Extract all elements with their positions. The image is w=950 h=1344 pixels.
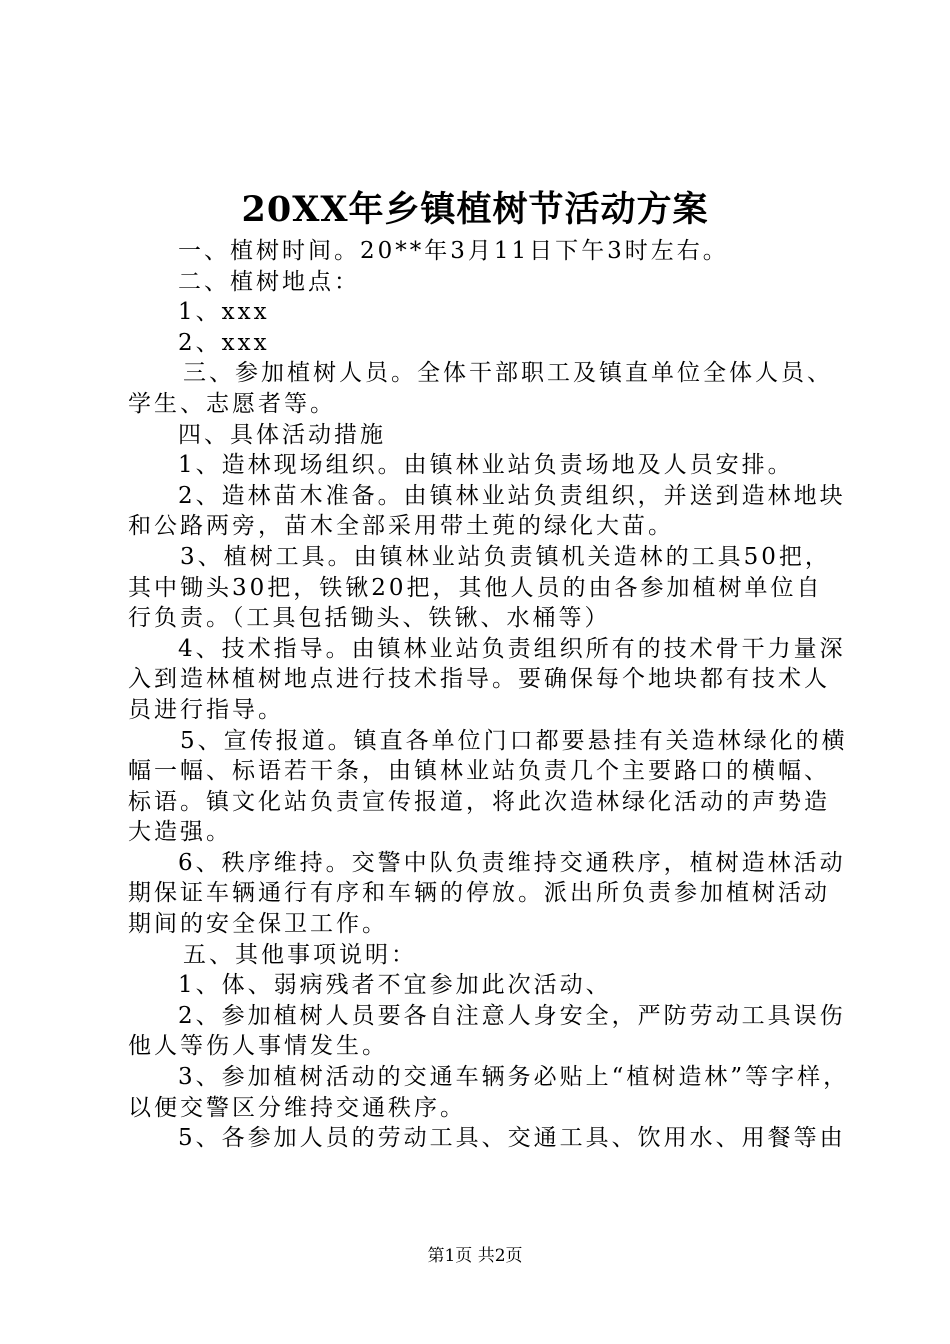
paragraph-line: 1、造林现场组织。由镇林业站负责场地及人员安排。 [178, 452, 794, 479]
paragraph-line: 其中锄头30把，铁锹20把，其他人员的由各参加植树单位自 [128, 574, 823, 601]
paragraph-line: 学生、志愿者等。 [128, 390, 336, 417]
paragraph-line: 5、宣传报道。镇直各单位门口都要悬挂有关造林绿化的横 [180, 727, 848, 754]
paragraph-line: 4、技术指导。由镇林业站负责组织所有的技术骨干力量深 [178, 635, 846, 662]
paragraph-line: 6、秩序维持。交警中队负责维持交通秩序，植树造林活动 [178, 849, 846, 876]
paragraph-line: 入到造林植树地点进行技术指导。要确保每个地块都有技术人 [128, 666, 830, 693]
paragraph-line: 3、参加植树活动的交通车辆务必贴上“植树造林”等字样， [178, 1064, 850, 1091]
paragraph-line: 2、xxx [178, 329, 270, 356]
paragraph-line: 他人等伤人事情发生。 [128, 1033, 388, 1060]
paragraph-line: 3、植树工具。由镇林业站负责镇机关造林的工具50把， [180, 543, 831, 570]
paragraph-line: 三、参加植树人员。全体干部职工及镇直单位全体人员、 [183, 360, 833, 387]
paragraph-line: 幅一幅、标语若干条，由镇林业站负责几个主要路口的横幅、 [128, 758, 830, 785]
paragraph-line: 五、其他事项说明： [183, 941, 417, 968]
paragraph-line: 四、具体活动措施 [178, 421, 386, 448]
paragraph-line: 2、造林苗木准备。由镇林业站负责组织，并送到造林地块 [178, 482, 846, 509]
paragraph-line: 2、参加植树人员要各自注意人身安全，严防劳动工具误伤 [178, 1002, 846, 1029]
document-title: 20XX年乡镇植树节活动方案 [241, 189, 709, 230]
paragraph-line: 以便交警区分维持交通秩序。 [128, 1094, 466, 1121]
page-number-footer: 第1页 共2页 [427, 1246, 523, 1266]
paragraph-line: 1、xxx [178, 299, 270, 326]
paragraph-line: 标语。镇文化站负责宣传报道，将此次造林绿化活动的声势造 [128, 788, 830, 815]
paragraph-line: 二、植树地点： [178, 268, 360, 295]
paragraph-line: 行负责。（工具包括锄头、铁锹、水桶等） [128, 605, 611, 632]
paragraph-line: 和公路两旁，苗木全部采用带土蔸的绿化大苗。 [128, 513, 674, 540]
paragraph-line: 一、植树时间。20**年3月11日下午3时左右。 [178, 238, 729, 264]
paragraph-line: 1、体、弱病残者不宜参加此次活动、 [178, 972, 612, 999]
paragraph-line: 员进行指导。 [128, 696, 284, 723]
paragraph-line: 5、各参加人员的劳动工具、交通工具、饮用水、用餐等由 [178, 1125, 846, 1152]
document-body [128, 236, 850, 1154]
paragraph-line: 大造强。 [128, 819, 232, 846]
paragraph-line: 期保证车辆通行有序和车辆的停放。派出所负责参加植树活动 [128, 880, 830, 907]
paragraph-line: 期间的安全保卫工作。 [128, 911, 388, 938]
